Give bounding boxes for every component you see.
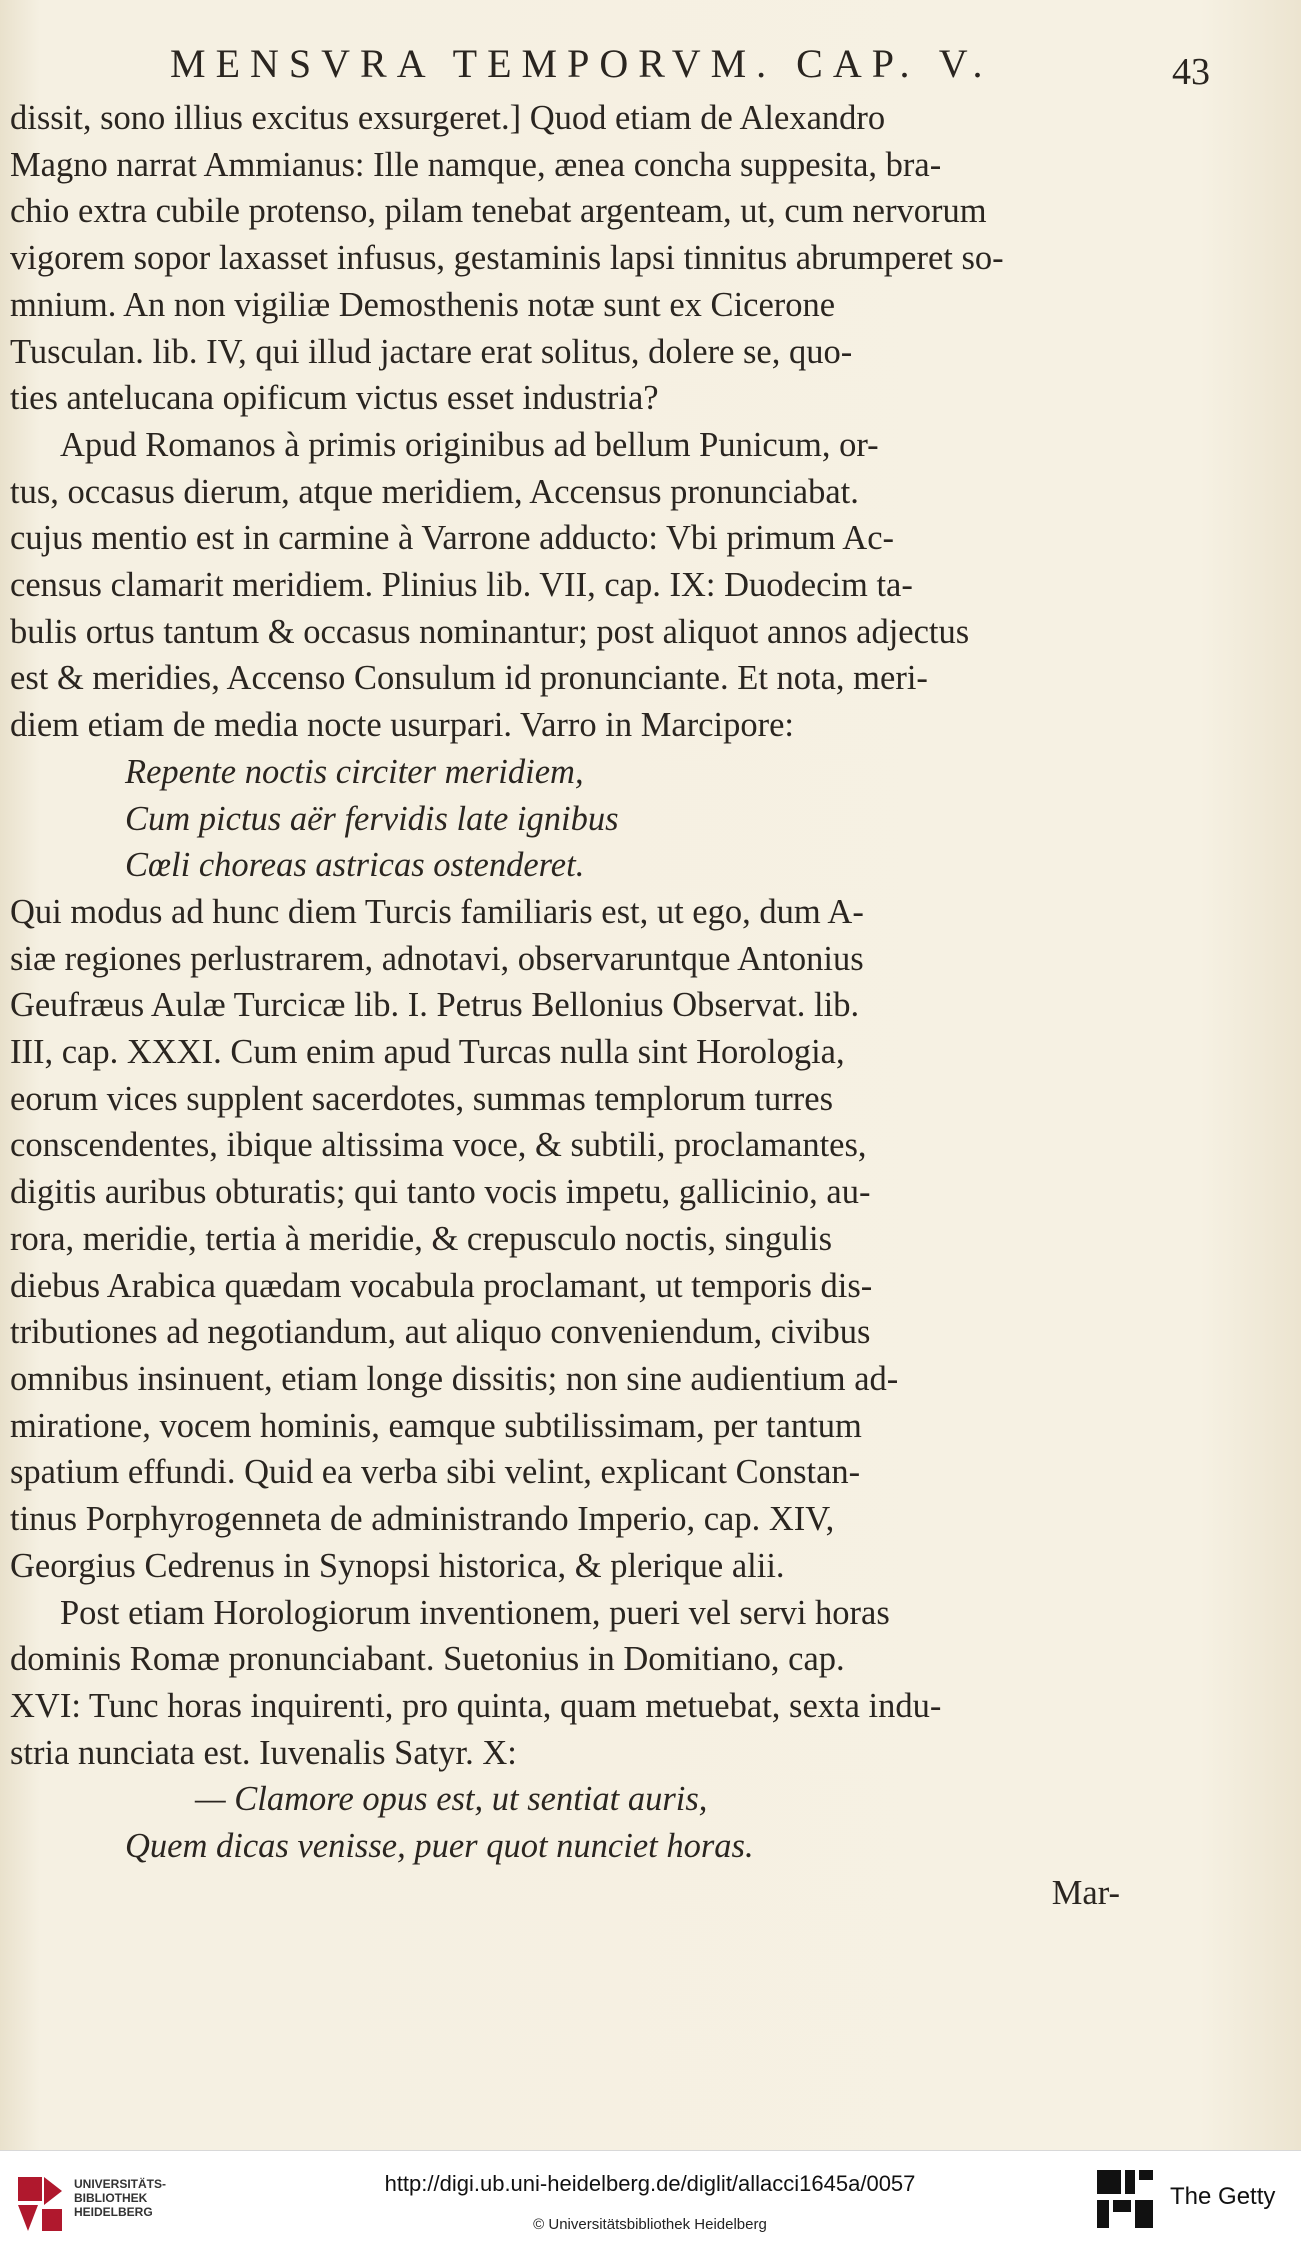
library-name-line: HEIDELBERG bbox=[74, 2205, 153, 2219]
verse-line: — Clamore opus est, ut sentiat auris, bbox=[195, 1780, 708, 1819]
text-line: miratione, vocem hominis, eamque subtilissimam, per tantum bbox=[10, 1406, 862, 1445]
library-name bbox=[74, 2177, 166, 2219]
text-line: conscendentes, ibique altissima voce, & subtili, proclamantes, bbox=[10, 1126, 867, 1165]
text-line: bulis ortus tantum & occasus nominantur; post aliquot annos adjectus bbox=[10, 612, 970, 651]
library-name-line: BIBLIOTHEK bbox=[74, 2191, 148, 2205]
verse-line: Repente noctis circiter meridiem, bbox=[125, 752, 584, 791]
text-line: diem etiam de media nocte usurpari. Varro in Marcipore: bbox=[10, 706, 794, 745]
text-line: dominis Romæ pronunciabant. Suetonius in Domitiano, cap. bbox=[10, 1640, 845, 1679]
text-line: Apud Romanos à primis originibus ad bellum Punicum, or- bbox=[60, 425, 879, 464]
text-line: Qui modus ad hunc diem Turcis familiaris est, ut ego, dum A- bbox=[10, 892, 864, 931]
permalink[interactable]: http://digi.ub.uni-heidelberg.de/diglit/allacci1645a/0057 bbox=[384, 2171, 916, 2196]
text-line: census clamarit meridiem. Plinius lib. VII, cap. IX: Duodecim ta- bbox=[10, 566, 913, 605]
copyright-notice: © Universitätsbibliothek Heidelberg bbox=[533, 2216, 767, 2233]
text-line: tributiones ad negotiandum, aut aliquo conveniendum, civibus bbox=[10, 1313, 871, 1352]
footer-bar bbox=[0, 2150, 1301, 2258]
ub-heidelberg-logo-icon bbox=[12, 2171, 68, 2237]
text-line: omnibus insinuent, etiam longe dissitis; non sine audientium ad- bbox=[10, 1359, 899, 1398]
text-line: Magno narrat Ammianus: Ille namque, ænea concha suppesita, bra- bbox=[10, 145, 942, 184]
running-head bbox=[170, 40, 1210, 93]
text-line: Geufræus Aulæ Turcicæ lib. I. Petrus Bellonius Observat. lib. bbox=[10, 986, 860, 1025]
text-line: stria nunciata est. Iuvenalis Satyr. X: bbox=[10, 1733, 517, 1772]
text-line: cujus mentio est in carmine à Varrone adducto: Vbi primum Ac- bbox=[10, 519, 895, 558]
text-line: Georgius Cedrenus in Synopsi historica, & plerique alii. bbox=[10, 1546, 785, 1585]
running-head-title: MENSVRA TEMPORVM. CAP. V. bbox=[170, 41, 993, 86]
text-line: XVI: Tunc horas inquirenti, pro quinta, quam metuebat, sexta indu- bbox=[10, 1686, 942, 1725]
text-line: dissit, sono illius excitus exsurgeret.] Quod etiam de Alexandro bbox=[10, 99, 886, 137]
verse-line: Quem dicas venisse, puer quot nunciet horas. bbox=[125, 1827, 754, 1866]
text-line: Post etiam Horologiorum inventionem, pueri vel servi horas bbox=[60, 1593, 890, 1632]
ub-heidelberg-logo[interactable] bbox=[12, 2171, 182, 2241]
verse-line: Cum pictus aër fervidis late ignibus bbox=[125, 799, 619, 838]
text-line: ties antelucana opificum victus esset industria? bbox=[10, 379, 659, 418]
text-line: III, cap. XXXI. Cum enim apud Turcas nulla sint Horologia, bbox=[10, 1033, 845, 1072]
text-line: diebus Arabica quædam vocabula proclamant, ut temporis dis- bbox=[10, 1266, 873, 1305]
partner-name: The Getty bbox=[1170, 2183, 1276, 2210]
text-line: digitis auribus obturatis; qui tanto vocis impetu, gallicinio, au- bbox=[10, 1173, 871, 1212]
text-line: Tusculan. lib. IV, qui illud jactare erat solitus, dolere se, quo- bbox=[10, 332, 853, 371]
catchword: Mar- bbox=[1051, 1873, 1120, 1912]
text-line: rora, meridie, tertia à meridie, & crepusculo noctis, singulis bbox=[10, 1219, 833, 1258]
text-line: vigorem sopor laxasset infusus, gestaminis lapsi tinnitus abrumperet so- bbox=[10, 239, 1004, 278]
verse-line: Cœli choreas astricas ostenderet. bbox=[125, 846, 585, 885]
text-line: est & meridies, Accenso Consulum id pronunciante. Et nota, meri- bbox=[10, 659, 928, 698]
text-line: chio extra cubile protenso, pilam tenebat argenteam, ut, cum nervorum bbox=[10, 192, 987, 231]
page-number: 43 bbox=[1172, 51, 1210, 93]
text-line: tinus Porphyrogenneta de administrando Imperio, cap. XIV, bbox=[10, 1500, 835, 1539]
text-line: mnium. An non vigiliæ Demosthenis notæ sunt ex Cicerone bbox=[10, 285, 836, 324]
text-line: siæ regiones perlustrarem, adnotavi, observaruntque Antonius bbox=[10, 939, 864, 978]
text-line: eorum vices supplent sacerdotes, summas templorum turres bbox=[10, 1079, 834, 1118]
getty-logo-icon[interactable] bbox=[1095, 2168, 1155, 2230]
body-text bbox=[10, 95, 1120, 1916]
text-line: spatium effundi. Quid ea verba sibi velint, explicant Constan- bbox=[10, 1453, 861, 1492]
library-name-line: UNIVERSITÄTS- bbox=[74, 2177, 167, 2191]
text-line: tus, occasus dierum, atque meridiem, Accensus pronunciabat. bbox=[10, 472, 859, 511]
